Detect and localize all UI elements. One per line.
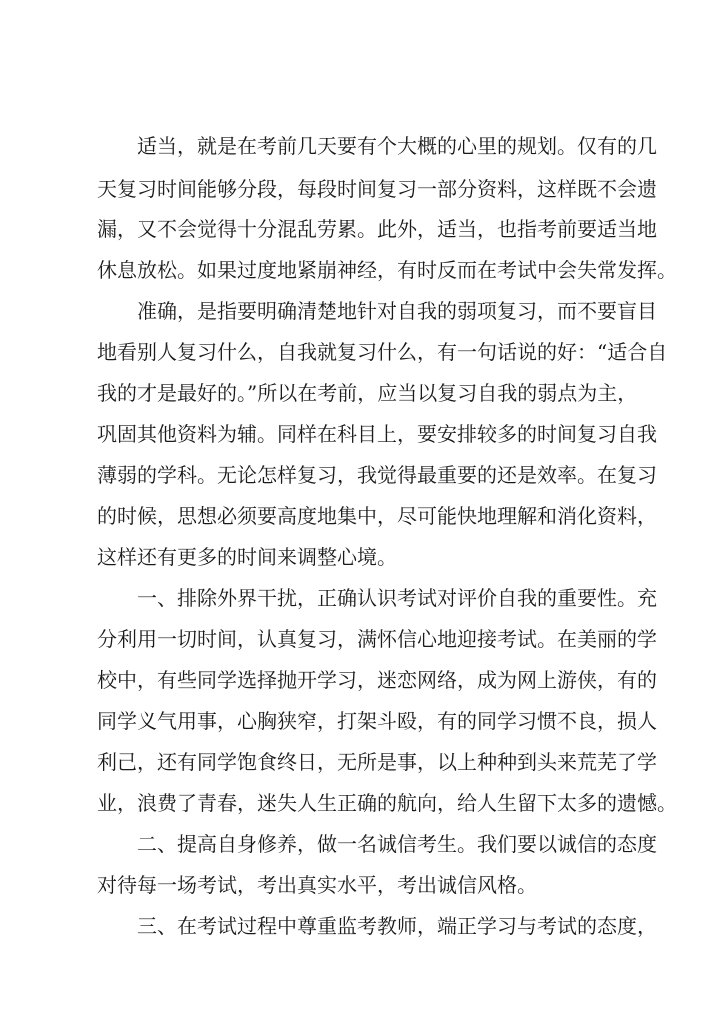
text-line: 一、排除外界干扰，正确认识考试对评价自我的重要性。充 [137,586,657,610]
text-line: 我的才是最好的。”所以在考前，应当以复习自我的弱点为主， [97,381,638,405]
text-line: 二、提高自身修养，做一名诚信考生。我们要以诚信的态度 [137,832,657,856]
text-line: 休息放松。如果过度地紧崩神经，有时反而在考试中会失常发挥。 [97,258,677,282]
text-line: 准确，是指要明确清楚地针对自我的弱项复习，而不要盲目 [137,299,657,323]
text-line: 利己，还有同学饱食终日，无所是事，以上种种到头来荒芜了学 [97,750,657,774]
text-line: 薄弱的学科。无论怎样复习，我觉得最重要的还是效率。在复习 [97,463,657,487]
text-line: 天复习时间能够分段，每段时间复习一部分资料，这样既不会遗 [97,177,657,201]
text-line: 同学义气用事，心胸狭窄，打架斗殴，有的同学习惯不良，损人 [97,709,657,733]
text-line: 这样还有更多的时间来调整心境。 [97,545,397,569]
text-line: 巩固其他资料为辅。同样在科目上，要安排较多的时间复习自我 [97,422,657,446]
text-line: 的时候，思想必须要高度地集中，尽可能快地理解和消化资料， [97,504,657,528]
text-line: 适当，就是在考前几天要有个大概的心里的规划。仅有的几 [137,134,657,158]
text-line: 分利用一切时间，认真复习，满怀信心地迎接考试。在美丽的学 [97,627,657,651]
text-line: 校中，有些同学选择抛开学习，迷恋网络，成为网上游侠，有的 [97,668,657,692]
text-line: 业，浪费了青春，迷失人生正确的航向，给人生留下太多的遗憾。 [97,791,677,815]
text-line: 三、在考试过程中尊重监考教师，端正学习与考试的态度， [137,914,657,938]
text-line: 对待每一场考试，考出真实水平，考出诚信风格。 [97,873,537,897]
text-line: 漏，又不会觉得十分混乱劳累。此外，适当，也指考前要适当地 [97,217,657,241]
text-line: 地看别人复习什么，自我就复习什么，有一句话说的好：“适合自 [97,340,668,364]
